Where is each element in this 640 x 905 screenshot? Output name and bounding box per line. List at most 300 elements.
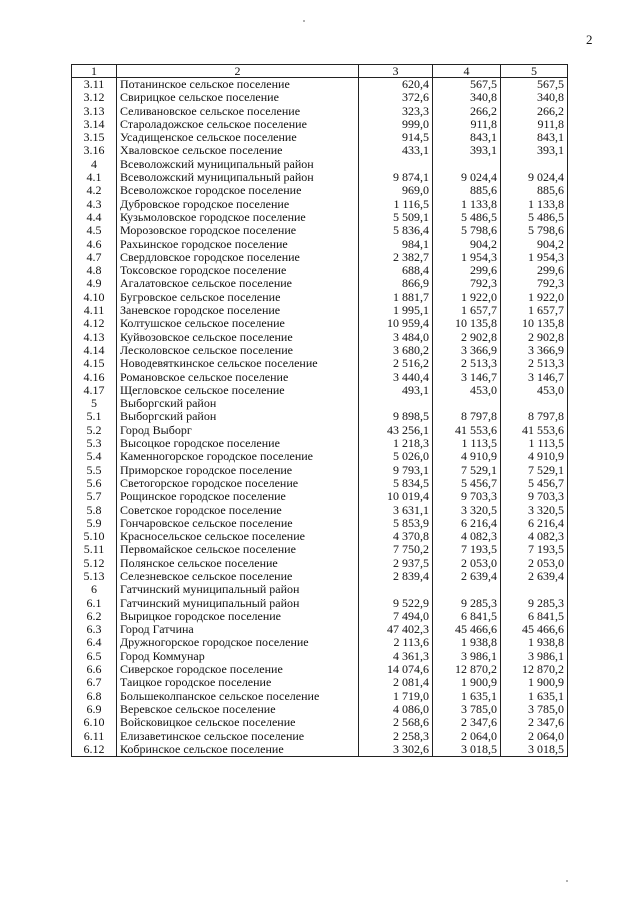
value-col-4: [433, 158, 501, 171]
value-col-3: 2 568,6: [359, 716, 433, 729]
value-col-4: 1 938,8: [433, 636, 501, 649]
municipality-name: Советское городское поселение: [117, 504, 359, 517]
value-col-4: 9 285,3: [433, 597, 501, 610]
value-col-5: 567,5: [501, 78, 568, 92]
row-number: 5.3: [72, 437, 117, 450]
row-number: 6.6: [72, 663, 117, 676]
municipality-name: Первомайское сельское поселение: [117, 543, 359, 556]
value-col-4: 10 135,8: [433, 317, 501, 330]
table-row: [72, 371, 568, 384]
municipality-name: Романовское сельское поселение: [117, 371, 359, 384]
value-col-3: 43 256,1: [359, 424, 433, 437]
municipality-name: Каменногорское городское поселение: [117, 450, 359, 463]
value-col-4: 4 910,9: [433, 450, 501, 463]
value-col-4: 340,8: [433, 91, 501, 104]
value-col-4: 2 064,0: [433, 730, 501, 743]
row-number: 6.8: [72, 690, 117, 703]
table-row: [72, 517, 568, 530]
municipality-name: Войсковицкое сельское поселение: [117, 716, 359, 729]
municipality-name: Токсовское городское поселение: [117, 264, 359, 277]
value-col-3: 1 881,7: [359, 291, 433, 304]
table-row: [72, 636, 568, 649]
value-col-3: 9 874,1: [359, 171, 433, 184]
value-col-5: 8 797,8: [501, 410, 568, 423]
row-number: 4.11: [72, 304, 117, 317]
value-col-5: 9 024,4: [501, 171, 568, 184]
municipality-name: Колтушское сельское поселение: [117, 317, 359, 330]
value-col-3: 2 382,7: [359, 251, 433, 264]
row-number: 6.5: [72, 650, 117, 663]
value-col-4: 12 870,2: [433, 663, 501, 676]
value-col-5: 1 133,8: [501, 198, 568, 211]
value-col-5: 2 639,4: [501, 570, 568, 583]
table-row: [72, 676, 568, 689]
value-col-4: 2 347,6: [433, 716, 501, 729]
scan-speck: [566, 880, 568, 882]
municipality-name: Город Коммунар: [117, 650, 359, 663]
municipality-name: Селезневское сельское поселение: [117, 570, 359, 583]
value-col-5: 340,8: [501, 91, 568, 104]
value-col-4: 1 954,3: [433, 251, 501, 264]
table-row: [72, 650, 568, 663]
value-col-4: 9 024,4: [433, 171, 501, 184]
row-number: 6.2: [72, 610, 117, 623]
value-col-5: 1 657,7: [501, 304, 568, 317]
row-number: 5.6: [72, 477, 117, 490]
value-col-3: 10 019,4: [359, 490, 433, 503]
value-col-4: 1 635,1: [433, 690, 501, 703]
table-row: [72, 477, 568, 490]
municipality-name: Усадищенское сельское поселение: [117, 131, 359, 144]
value-col-5: 885,6: [501, 184, 568, 197]
table-row: [72, 597, 568, 610]
table-row: [72, 583, 568, 596]
value-col-4: 904,2: [433, 238, 501, 251]
value-col-4: 843,1: [433, 131, 501, 144]
value-col-5: 6 216,4: [501, 517, 568, 530]
municipality-name: Полянское сельское поселение: [117, 557, 359, 570]
row-number: 4.17: [72, 384, 117, 397]
table-row: [72, 384, 568, 397]
value-col-5: 1 900,9: [501, 676, 568, 689]
row-number: 5.7: [72, 490, 117, 503]
value-col-5: 299,6: [501, 264, 568, 277]
row-number: 6.1: [72, 597, 117, 610]
table-row: [72, 437, 568, 450]
column-header: 5: [501, 65, 568, 78]
value-col-4: 1 113,5: [433, 437, 501, 450]
value-col-3: 10 959,4: [359, 317, 433, 330]
scan-speck: [303, 20, 305, 22]
table-row: [72, 291, 568, 304]
value-col-3: 9 793,1: [359, 464, 433, 477]
table-row: [72, 198, 568, 211]
column-header: 4: [433, 65, 501, 78]
table-row: [72, 490, 568, 503]
value-col-3: 866,9: [359, 277, 433, 290]
value-col-3: 1 719,0: [359, 690, 433, 703]
table-row: [72, 118, 568, 131]
municipality-name: Кузьмоловское городское поселение: [117, 211, 359, 224]
value-col-5: 2 902,8: [501, 331, 568, 344]
value-col-3: 2 258,3: [359, 730, 433, 743]
row-number: 4.5: [72, 224, 117, 237]
value-col-4: 911,8: [433, 118, 501, 131]
table-row: [72, 557, 568, 570]
row-number: 4.1: [72, 171, 117, 184]
table-row: [72, 304, 568, 317]
municipality-name: Потанинское сельское поселение: [117, 78, 359, 92]
municipality-name: Бугровское сельское поселение: [117, 291, 359, 304]
value-col-4: 3 146,7: [433, 371, 501, 384]
table-row: [72, 91, 568, 104]
value-col-4: 885,6: [433, 184, 501, 197]
value-col-3: 2 081,4: [359, 676, 433, 689]
municipality-name: Выборгский район: [117, 410, 359, 423]
table-row: [72, 410, 568, 423]
value-col-5: 1 922,0: [501, 291, 568, 304]
value-col-5: [501, 583, 568, 596]
value-col-5: 904,2: [501, 238, 568, 251]
municipality-name: Веревское сельское поселение: [117, 703, 359, 716]
value-col-3: 620,4: [359, 78, 433, 92]
municipality-name: Сиверское городское поселение: [117, 663, 359, 676]
table-row: [72, 504, 568, 517]
municipality-name: Новодевяткинское сельское поселение: [117, 357, 359, 370]
value-col-4: 3 018,5: [433, 743, 501, 757]
page-number: 2: [586, 32, 593, 47]
value-col-4: 3 986,1: [433, 650, 501, 663]
value-col-5: 4 910,9: [501, 450, 568, 463]
value-col-4: 393,1: [433, 144, 501, 157]
column-header: 2: [117, 65, 359, 78]
value-col-3: 2 113,6: [359, 636, 433, 649]
table-row: [72, 357, 568, 370]
table-row: [72, 277, 568, 290]
table-row: [72, 251, 568, 264]
value-col-5: 5 456,7: [501, 477, 568, 490]
value-col-3: [359, 397, 433, 410]
value-col-4: 567,5: [433, 78, 501, 92]
municipality-name: Щегловское сельское поселение: [117, 384, 359, 397]
row-number: 3.14: [72, 118, 117, 131]
value-col-5: 4 082,3: [501, 530, 568, 543]
value-col-4: 2 053,0: [433, 557, 501, 570]
value-col-5: 843,1: [501, 131, 568, 144]
table-row: [72, 450, 568, 463]
municipality-name: Большеколпанское сельское поселение: [117, 690, 359, 703]
value-col-5: 10 135,8: [501, 317, 568, 330]
row-number: 6.7: [72, 676, 117, 689]
value-col-3: 3 680,2: [359, 344, 433, 357]
value-col-4: 7 529,1: [433, 464, 501, 477]
row-number: 3.16: [72, 144, 117, 157]
municipality-name: Селивановское сельское поселение: [117, 105, 359, 118]
value-col-3: 1 116,5: [359, 198, 433, 211]
budget-table: [71, 64, 568, 757]
column-header: 1: [72, 65, 117, 78]
value-col-4: 9 703,3: [433, 490, 501, 503]
municipality-name: Вырицкое городское поселение: [117, 610, 359, 623]
row-number: 4.16: [72, 371, 117, 384]
value-col-4: 6 216,4: [433, 517, 501, 530]
municipality-name: Красносельское сельское поселение: [117, 530, 359, 543]
row-number: 6.4: [72, 636, 117, 649]
value-col-3: 969,0: [359, 184, 433, 197]
table-row: [72, 331, 568, 344]
value-col-4: 5 798,6: [433, 224, 501, 237]
value-col-5: 5 486,5: [501, 211, 568, 224]
value-col-3: 493,1: [359, 384, 433, 397]
value-col-4: 4 082,3: [433, 530, 501, 543]
value-col-3: 7 750,2: [359, 543, 433, 556]
value-col-5: 41 553,6: [501, 424, 568, 437]
value-col-3: 3 440,4: [359, 371, 433, 384]
table-row: [72, 743, 568, 757]
value-col-4: 3 785,0: [433, 703, 501, 716]
value-col-5: 911,8: [501, 118, 568, 131]
value-col-3: 47 402,3: [359, 623, 433, 636]
value-col-5: [501, 158, 568, 171]
row-number: 5.1: [72, 410, 117, 423]
value-col-4: 7 193,5: [433, 543, 501, 556]
row-number: 6.10: [72, 716, 117, 729]
table-row: [72, 610, 568, 623]
municipality-name: Морозовское городское поселение: [117, 224, 359, 237]
table-row: [72, 317, 568, 330]
row-number: 5.5: [72, 464, 117, 477]
row-number: 4.4: [72, 211, 117, 224]
value-col-5: 9 285,3: [501, 597, 568, 610]
municipality-name: Агалатовское сельское поселение: [117, 277, 359, 290]
table-row: [72, 105, 568, 118]
value-col-3: 2 937,5: [359, 557, 433, 570]
value-col-4: 3 366,9: [433, 344, 501, 357]
table-row: [72, 144, 568, 157]
value-col-4: 453,0: [433, 384, 501, 397]
municipality-name: Гончаровское сельское поселение: [117, 517, 359, 530]
column-header: 3: [359, 65, 433, 78]
value-col-3: 5 834,5: [359, 477, 433, 490]
row-number: 5.4: [72, 450, 117, 463]
value-col-3: 4 361,3: [359, 650, 433, 663]
municipality-name: Елизаветинское сельское поселение: [117, 730, 359, 743]
table-row: [72, 131, 568, 144]
table-row: [72, 78, 568, 92]
table-row: [72, 530, 568, 543]
value-col-4: [433, 583, 501, 596]
value-col-3: 999,0: [359, 118, 433, 131]
value-col-4: 5 486,5: [433, 211, 501, 224]
row-number: 5.11: [72, 543, 117, 556]
table-body: [72, 78, 568, 757]
row-number: 4.12: [72, 317, 117, 330]
table-row: [72, 730, 568, 743]
municipality-name: Высоцкое городское поселение: [117, 437, 359, 450]
municipality-name: Дубровское городское поселение: [117, 198, 359, 211]
header-row: [72, 65, 568, 78]
table-row: [72, 716, 568, 729]
table-row: [72, 424, 568, 437]
row-number: 5.12: [72, 557, 117, 570]
row-number: 5.2: [72, 424, 117, 437]
value-col-5: 3 986,1: [501, 650, 568, 663]
municipality-name: Всеволожский муниципальный район: [117, 158, 359, 171]
municipality-name: Приморское городское поселение: [117, 464, 359, 477]
value-col-3: 14 074,6: [359, 663, 433, 676]
value-col-3: 372,6: [359, 91, 433, 104]
table-row: [72, 184, 568, 197]
row-number: 6.11: [72, 730, 117, 743]
table-row: [72, 397, 568, 410]
row-number: 4.8: [72, 264, 117, 277]
value-col-4: 792,3: [433, 277, 501, 290]
value-col-3: 5 026,0: [359, 450, 433, 463]
value-col-4: 1 922,0: [433, 291, 501, 304]
municipality-name: Выборгский район: [117, 397, 359, 410]
value-col-4: 1 900,9: [433, 676, 501, 689]
municipality-name: Рахьинское городское поселение: [117, 238, 359, 251]
value-col-4: 266,2: [433, 105, 501, 118]
value-col-5: 1 954,3: [501, 251, 568, 264]
municipality-name: Город Выборг: [117, 424, 359, 437]
value-col-4: 5 456,7: [433, 477, 501, 490]
table-row: [72, 158, 568, 171]
value-col-3: 5 853,9: [359, 517, 433, 530]
value-col-4: 6 841,5: [433, 610, 501, 623]
value-col-3: 7 494,0: [359, 610, 433, 623]
row-number: 4.15: [72, 357, 117, 370]
row-number: 3.15: [72, 131, 117, 144]
value-col-5: 3 366,9: [501, 344, 568, 357]
value-col-3: 3 631,1: [359, 504, 433, 517]
value-col-3: 4 370,8: [359, 530, 433, 543]
municipality-name: Лесколовское сельское поселение: [117, 344, 359, 357]
row-number: 3.11: [72, 78, 117, 92]
value-col-3: 1 218,3: [359, 437, 433, 450]
row-number: 6.9: [72, 703, 117, 716]
value-col-5: 792,3: [501, 277, 568, 290]
value-col-3: 323,3: [359, 105, 433, 118]
value-col-5: 5 798,6: [501, 224, 568, 237]
value-col-3: [359, 158, 433, 171]
table-row: [72, 211, 568, 224]
table-row: [72, 238, 568, 251]
table-row: [72, 570, 568, 583]
municipality-name: Всеволожское городское поселение: [117, 184, 359, 197]
value-col-3: 5 836,4: [359, 224, 433, 237]
value-col-4: 1 657,7: [433, 304, 501, 317]
value-col-5: 9 703,3: [501, 490, 568, 503]
row-number: 5.10: [72, 530, 117, 543]
table-row: [72, 344, 568, 357]
row-number: 4.7: [72, 251, 117, 264]
value-col-3: 9 898,5: [359, 410, 433, 423]
value-col-3: 4 086,0: [359, 703, 433, 716]
row-number: 4.13: [72, 331, 117, 344]
row-number: 4.9: [72, 277, 117, 290]
value-col-5: 2 513,3: [501, 357, 568, 370]
table-row: [72, 264, 568, 277]
municipality-name: Куйвозовское сельское поселение: [117, 331, 359, 344]
row-number: 5: [72, 397, 117, 410]
value-col-5: 2 064,0: [501, 730, 568, 743]
value-col-4: 8 797,8: [433, 410, 501, 423]
value-col-4: 2 513,3: [433, 357, 501, 370]
table-header: [72, 65, 568, 78]
value-col-4: 2 902,8: [433, 331, 501, 344]
value-col-5: 3 018,5: [501, 743, 568, 757]
value-col-3: 2 839,4: [359, 570, 433, 583]
row-number: 6: [72, 583, 117, 596]
value-col-3: 984,1: [359, 238, 433, 251]
value-col-3: [359, 583, 433, 596]
municipality-name: Дружногорское городское поселение: [117, 636, 359, 649]
row-number: 5.13: [72, 570, 117, 583]
table-row: [72, 464, 568, 477]
table-row: [72, 543, 568, 556]
municipality-name: Рощинское городское поселение: [117, 490, 359, 503]
value-col-3: 9 522,9: [359, 597, 433, 610]
municipality-name: Город Гатчина: [117, 623, 359, 636]
value-col-3: 3 484,0: [359, 331, 433, 344]
value-col-5: 393,1: [501, 144, 568, 157]
value-col-4: 2 639,4: [433, 570, 501, 583]
row-number: 4.6: [72, 238, 117, 251]
value-col-5: 266,2: [501, 105, 568, 118]
value-col-5: [501, 397, 568, 410]
row-number: 4.3: [72, 198, 117, 211]
value-col-3: 2 516,2: [359, 357, 433, 370]
value-col-4: [433, 397, 501, 410]
municipality-name: Кобринское сельское поселение: [117, 743, 359, 757]
value-col-4: 299,6: [433, 264, 501, 277]
municipality-name: Свирицкое сельское поселение: [117, 91, 359, 104]
value-col-3: 3 302,6: [359, 743, 433, 757]
value-col-4: 1 133,8: [433, 198, 501, 211]
row-number: 4.2: [72, 184, 117, 197]
municipality-name: Всеволожский муниципальный район: [117, 171, 359, 184]
row-number: 3.13: [72, 105, 117, 118]
table-row: [72, 623, 568, 636]
table-row: [72, 690, 568, 703]
value-col-5: 1 113,5: [501, 437, 568, 450]
value-col-5: 3 320,5: [501, 504, 568, 517]
municipality-name: Гатчинский муниципальный район: [117, 583, 359, 596]
row-number: 3.12: [72, 91, 117, 104]
value-col-5: 2 053,0: [501, 557, 568, 570]
value-col-5: 7 529,1: [501, 464, 568, 477]
value-col-4: 45 466,6: [433, 623, 501, 636]
value-col-3: 914,5: [359, 131, 433, 144]
table-row: [72, 663, 568, 676]
value-col-5: 2 347,6: [501, 716, 568, 729]
row-number: 5.8: [72, 504, 117, 517]
value-col-5: 45 466,6: [501, 623, 568, 636]
municipality-name: Гатчинский муниципальный район: [117, 597, 359, 610]
municipality-name: Светогорское городское поселение: [117, 477, 359, 490]
value-col-5: 453,0: [501, 384, 568, 397]
value-col-4: 41 553,6: [433, 424, 501, 437]
row-number: 6.3: [72, 623, 117, 636]
value-col-5: 7 193,5: [501, 543, 568, 556]
municipality-name: Хваловское сельское поселение: [117, 144, 359, 157]
table-row: [72, 171, 568, 184]
row-number: 6.12: [72, 743, 117, 757]
value-col-3: 1 995,1: [359, 304, 433, 317]
value-col-3: 688,4: [359, 264, 433, 277]
municipality-name: Заневское городское поселение: [117, 304, 359, 317]
